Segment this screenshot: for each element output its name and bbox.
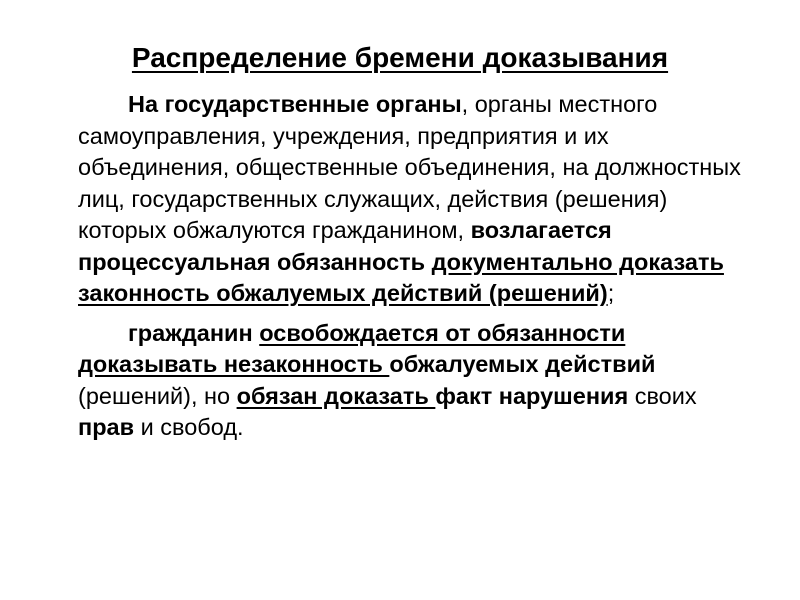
paragraph2-bold-fact: факт нарушения [435, 382, 629, 409]
paragraph-state-bodies [78, 89, 748, 310]
paragraph2-text-1: (решений), но [78, 382, 237, 409]
paragraph2-bold-lead: гражданин [128, 319, 253, 346]
slide-title: Распределение бремени доказывания [131, 42, 669, 73]
paragraph1-end: ; [607, 280, 615, 306]
paragraph1-text: , органы местного самоуправления, учреждения, предприятия и их объединения, общественные объединения, на должностных лиц, государственных служащих, действия (решения) которых обжалуются гражданином, [78, 91, 741, 243]
paragraph2-bold-after-underline: обжалуемых действий [389, 351, 656, 377]
paragraph2-bold-underlined-1: освобождается от обязанности доказывать незаконность [78, 319, 626, 377]
paragraph2-text-2: своих [628, 382, 697, 409]
paragraph2-bold-rights: прав [78, 414, 135, 440]
paragraph1-bold-phrase: возлагается процессуальная обязанность [78, 217, 612, 275]
paragraph2-bold-underlined-2: обязан доказать [236, 382, 436, 409]
paragraph-citizen [78, 318, 748, 444]
paragraph1-bold-underlined: документально доказать законность обжалуемых действий (решений) [78, 248, 724, 306]
paragraph1-bold-lead: На государственные органы [128, 91, 462, 117]
paragraph2-text-3: и свобод. [134, 414, 244, 440]
slide-body [78, 89, 748, 444]
